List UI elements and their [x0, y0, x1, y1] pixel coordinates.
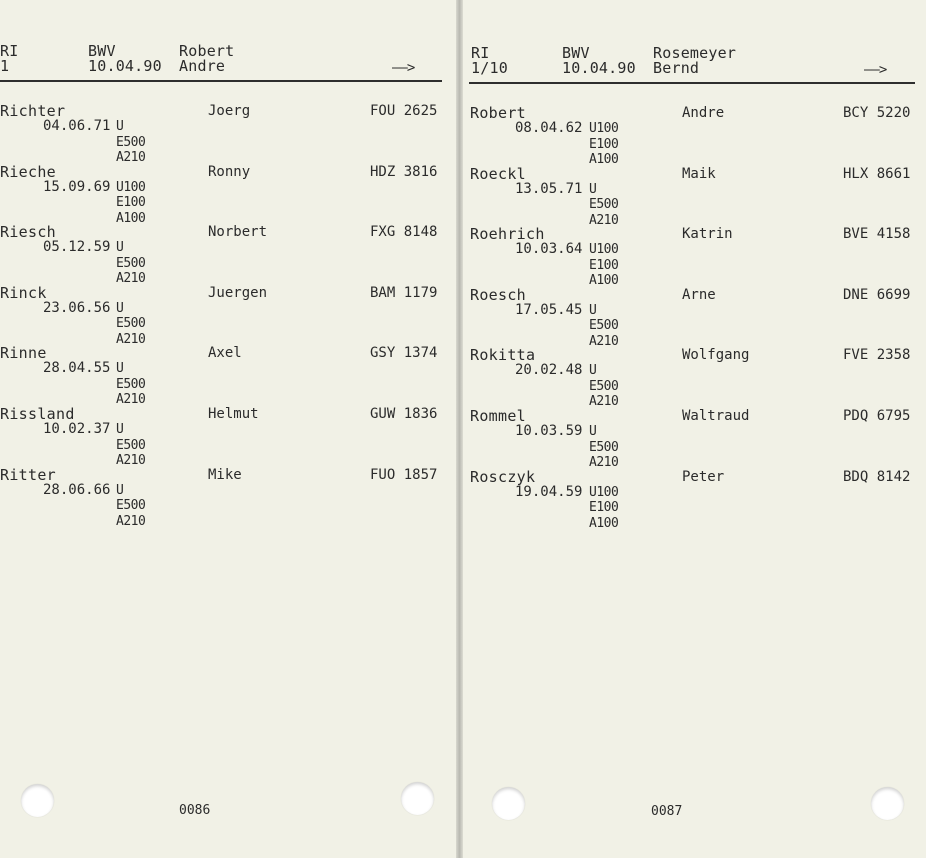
- code-line: E500: [116, 437, 146, 453]
- list-item: [463, 348, 926, 409]
- code-line: E100: [589, 500, 619, 516]
- code-line: U: [116, 482, 124, 498]
- header-rule: [469, 82, 915, 84]
- header-dept: BWV: [562, 44, 590, 62]
- birth-date: 10.02.37: [43, 421, 111, 437]
- birth-date: 23.06.56: [43, 299, 111, 316]
- code-line: E100: [116, 195, 146, 211]
- birth-date: 10.03.64: [515, 241, 583, 258]
- list-item: [463, 467, 926, 531]
- header-dept: BWV: [88, 42, 116, 60]
- list-item: [463, 227, 926, 288]
- list-item: [0, 407, 456, 468]
- code-line: A210: [589, 333, 619, 349]
- list-item: [463, 106, 926, 167]
- punch-hole-left: [21, 784, 54, 817]
- page-gutter: [456, 0, 463, 858]
- header-group: RI: [0, 42, 19, 60]
- birth-date: 20.02.48: [515, 362, 583, 379]
- code-line: U100: [589, 121, 619, 136]
- first-name: Maik: [682, 165, 716, 182]
- code-line: U100: [116, 179, 146, 195]
- surname: Rinne: [0, 344, 47, 363]
- first-name: Ronny: [208, 163, 251, 180]
- reference-code: FOU 2625: [370, 103, 438, 119]
- reference-code: GUW 1836: [370, 406, 438, 422]
- list-item: [0, 104, 456, 165]
- code-line: U: [589, 363, 597, 379]
- list-item: [0, 283, 456, 347]
- reference-code: FVE 2358: [843, 347, 911, 364]
- reference-code: FXG 8148: [370, 224, 438, 241]
- code-line: E500: [589, 378, 619, 394]
- code-line: A100: [116, 210, 146, 226]
- code-line: E100: [589, 136, 619, 152]
- surname: Ritter: [0, 465, 56, 484]
- folio-number: 0086: [179, 803, 211, 818]
- reference-code: DNE 6699: [843, 286, 911, 303]
- code-line: E500: [116, 376, 146, 392]
- first-name: Helmut: [208, 406, 259, 422]
- reference-code: GSY 1374: [370, 345, 438, 362]
- list-item: [463, 285, 926, 349]
- birth-date: 10.03.59: [515, 423, 583, 439]
- header-person-last: Robert: [179, 42, 235, 60]
- first-name: Waltraud: [682, 408, 750, 424]
- birth-date: 08.04.62: [515, 120, 583, 136]
- code-line: E500: [116, 255, 146, 271]
- header-group: RI: [471, 44, 490, 62]
- code-line: E100: [589, 257, 619, 273]
- header-rule: [0, 80, 442, 82]
- reference-code: FUO 1857: [370, 466, 438, 483]
- right-page: [463, 0, 926, 858]
- code-line: U: [589, 424, 597, 439]
- surname: Roesch: [470, 285, 526, 304]
- first-name: Arne: [682, 286, 716, 303]
- birth-date: 28.06.66: [43, 481, 111, 498]
- code-line: U: [116, 300, 124, 316]
- surname: Rommel: [470, 407, 526, 425]
- punch-hole-left: [492, 787, 525, 820]
- surname: Rieche: [0, 162, 56, 181]
- list-item: [0, 346, 456, 407]
- code-line: U: [116, 119, 124, 134]
- continue-arrow-icon: ——>: [864, 62, 887, 78]
- code-line: U: [116, 361, 124, 377]
- code-line: A210: [116, 392, 146, 408]
- reference-code: BAM 1179: [370, 284, 438, 301]
- birth-date: 19.04.59: [515, 483, 583, 500]
- reference-code: BDQ 8142: [843, 468, 911, 485]
- first-name: Andre: [682, 105, 725, 121]
- surname: Riesch: [0, 223, 56, 242]
- code-line: A100: [589, 515, 619, 531]
- first-name: Axel: [208, 345, 242, 362]
- first-name: Joerg: [208, 103, 251, 119]
- header-sheet: 1/10: [471, 59, 508, 77]
- code-line: A210: [116, 331, 146, 347]
- header-person-last: Rosemeyer: [653, 44, 737, 62]
- code-line: A210: [116, 271, 146, 287]
- birth-date: 05.12.59: [43, 239, 111, 256]
- header-date: 10.04.90: [562, 59, 636, 77]
- code-line: E500: [589, 197, 619, 213]
- reference-code: BCY 5220: [843, 105, 911, 121]
- continue-arrow-icon: ——>: [392, 60, 415, 76]
- code-line: A210: [589, 455, 619, 470]
- code-line: U: [116, 422, 124, 437]
- reference-code: HDZ 3816: [370, 163, 438, 180]
- code-line: A210: [589, 212, 619, 228]
- birth-date: 15.09.69: [43, 178, 111, 195]
- list-item: [0, 162, 456, 226]
- punch-hole-right: [401, 782, 434, 815]
- birth-date: 04.06.71: [43, 118, 111, 134]
- reference-code: PDQ 6795: [843, 408, 911, 424]
- code-line: A210: [589, 394, 619, 410]
- first-name: Juergen: [208, 284, 268, 301]
- list-item: [463, 164, 926, 228]
- header-person-first: Andre: [179, 57, 226, 75]
- surname: Robert: [470, 104, 526, 122]
- first-name: Peter: [682, 468, 725, 485]
- code-line: U: [116, 240, 124, 256]
- code-line: E500: [116, 498, 146, 514]
- code-line: E500: [116, 134, 146, 150]
- code-line: U100: [589, 484, 619, 500]
- surname: Rinck: [0, 283, 47, 302]
- first-name: Wolfgang: [682, 347, 750, 364]
- surname: Richter: [0, 102, 66, 120]
- code-line: A210: [116, 513, 146, 529]
- code-line: A210: [116, 453, 146, 468]
- surname: Roeckl: [470, 164, 526, 183]
- code-line: E500: [589, 439, 619, 455]
- header-sheet: 1: [0, 57, 10, 75]
- birth-date: 13.05.71: [515, 180, 583, 197]
- code-line: U100: [589, 242, 619, 258]
- list-item: [0, 465, 456, 529]
- code-line: E500: [589, 318, 619, 334]
- header-date: 10.04.90: [88, 57, 162, 75]
- code-line: A100: [589, 273, 619, 289]
- surname: Roehrich: [470, 225, 545, 244]
- first-name: Katrin: [682, 226, 733, 243]
- reference-code: HLX 8661: [843, 165, 911, 182]
- first-name: Norbert: [208, 224, 268, 241]
- list-item: [0, 225, 456, 286]
- header-person-first: Bernd: [653, 59, 700, 77]
- first-name: Mike: [208, 466, 242, 483]
- reference-code: BVE 4158: [843, 226, 911, 243]
- birth-date: 28.04.55: [43, 360, 111, 377]
- code-line: U: [589, 302, 597, 318]
- code-line: E500: [116, 316, 146, 332]
- code-line: A100: [589, 152, 619, 167]
- code-line: U: [589, 181, 597, 197]
- surname: Rosczyk: [470, 467, 536, 486]
- folio-number: 0087: [651, 804, 683, 819]
- code-line: A210: [116, 150, 146, 165]
- list-item: [463, 409, 926, 470]
- left-page: [0, 0, 456, 858]
- birth-date: 17.05.45: [515, 301, 583, 318]
- surname: Rokitta: [470, 346, 536, 365]
- punch-hole-right: [871, 787, 904, 820]
- surname: Rissland: [0, 405, 75, 423]
